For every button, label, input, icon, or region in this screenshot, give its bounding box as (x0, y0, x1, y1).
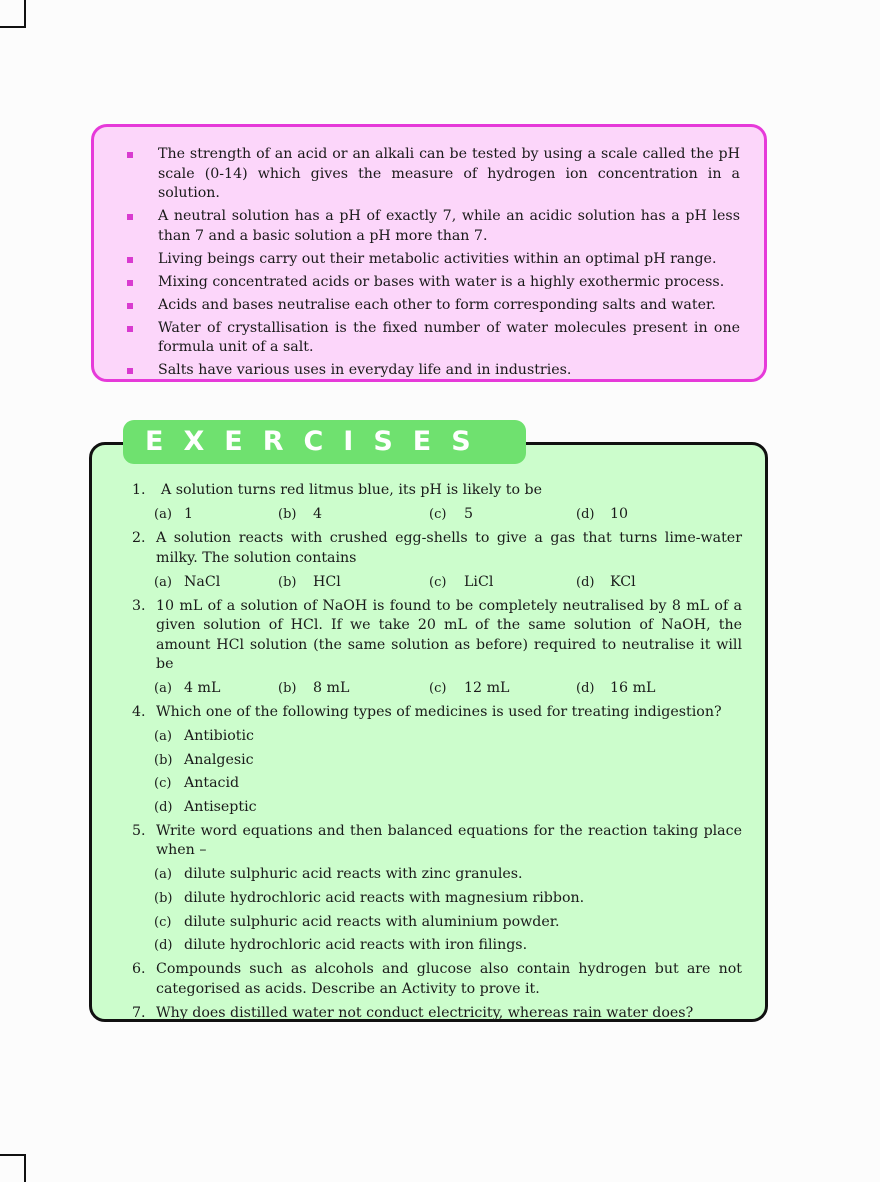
question-1 (132, 481, 742, 501)
option-b (278, 679, 349, 699)
option-label: (c) (429, 507, 447, 522)
square-bullet-icon (127, 257, 133, 263)
option-text: 12 mL (464, 680, 510, 696)
question-text: Compounds such as alcohols and glucose also contain hydrogen but are not categorised as acids. Describe an Activity to prove it. (156, 961, 742, 997)
summary-item (124, 273, 740, 293)
summary-item (124, 250, 740, 270)
summary-list (124, 145, 740, 381)
option-a (154, 505, 193, 525)
question-text: Why does distilled water not conduct electricity, whereas rain water does? (156, 1004, 694, 1021)
option-label: (b) (278, 681, 297, 696)
question-number: 5. (132, 822, 146, 839)
option-c (429, 573, 493, 593)
summary-item (124, 145, 740, 204)
option-text: HCl (313, 573, 341, 590)
option-a (154, 573, 220, 593)
question-number: 7. (132, 1004, 146, 1021)
option-a (132, 865, 742, 885)
option-label: (d) (576, 507, 595, 522)
option-b (278, 573, 341, 593)
option-b (132, 751, 742, 771)
question-text: A solution reacts with crushed egg-shells to give a gas that turns lime-water milky. The solution contains (156, 530, 742, 566)
option-label: (d) (154, 800, 173, 816)
summary-box (91, 124, 767, 382)
square-bullet-icon (127, 152, 133, 158)
option-label: (a) (154, 867, 172, 883)
exercises-heading: EXERCISES (123, 420, 526, 464)
question-number: 1. (132, 482, 146, 498)
option-d (132, 798, 742, 818)
option-text: 10 (610, 506, 629, 522)
option-text: dilute hydrochloric acid reacts with magnesium ribbon. (184, 889, 585, 906)
question-number: 6. (132, 961, 146, 977)
option-text: Analgesic (184, 751, 254, 768)
option-label: (c) (154, 914, 172, 930)
option-label: (a) (154, 574, 172, 590)
summary-item-text: The strength of an acid or an alkali can be tested by using a scale called the pH scale (0-14) which gives the measure of hydrogen ion concentration in a solution. (158, 146, 740, 201)
option-c (132, 913, 742, 933)
option-label: (a) (154, 507, 172, 522)
option-label: (c) (154, 776, 172, 792)
question-7 (132, 1004, 742, 1024)
summary-item-text: Acids and bases neutralise each other to form corresponding salts and water. (158, 296, 716, 313)
square-bullet-icon (127, 368, 133, 374)
option-d (132, 936, 742, 956)
question-5 (132, 822, 742, 861)
question-text: Write word equations and then balanced equations for the reaction taking place when – (156, 822, 742, 859)
option-label: (b) (154, 752, 173, 768)
option-label: (b) (278, 574, 297, 590)
option-d (576, 505, 628, 525)
square-bullet-icon (127, 326, 133, 332)
question-4 (132, 703, 742, 723)
option-text: 5 (464, 506, 474, 522)
option-text: 8 mL (313, 680, 350, 696)
question-1-options (154, 505, 742, 525)
summary-item-text: Living beings carry out their metabolic activities within an optimal pH range. (158, 250, 717, 267)
question-number: 3. (132, 597, 146, 614)
option-text: dilute hydrochloric acid reacts with iron filings. (184, 937, 528, 954)
question-text: 10 mL of a solution of NaOH is found to be completely neutralised by 8 mL of a given solution of HCl. If we take 20 mL of the same solution of NaOH, the amount HCl solution (the same solution as before) required to neutralise it will be (156, 597, 742, 672)
option-text: 4 (313, 506, 323, 522)
option-text: KCl (610, 573, 636, 590)
option-label: (c) (429, 574, 447, 590)
option-label: (a) (154, 681, 172, 696)
summary-item-text: A neutral solution has a pH of exactly 7, while an acidic solution has a pH less than 7 and a basic solution a pH more than 7. (158, 208, 740, 244)
summary-item-text: Mixing concentrated acids or bases with water is a highly exothermic process. (158, 273, 725, 290)
square-bullet-icon (127, 214, 133, 220)
question-text: A solution turns red litmus blue, its pH is likely to be (161, 482, 543, 498)
option-label: (d) (576, 681, 595, 696)
exercises-list (132, 481, 742, 1028)
option-label: (d) (154, 938, 173, 954)
option-c (429, 679, 509, 699)
option-text: 4 mL (184, 680, 221, 696)
option-c (132, 774, 742, 794)
option-text: 16 mL (610, 680, 656, 696)
summary-item-text: Water of crystallisation is the fixed number of water molecules present in one formula unit of a salt. (158, 319, 740, 355)
question-text: Which one of the following types of medicines is used for treating indigestion? (156, 704, 722, 720)
option-text: Antacid (184, 775, 240, 792)
option-label: (c) (429, 681, 447, 696)
crop-mark-bottom-left (0, 1154, 26, 1182)
option-label: (b) (278, 507, 297, 522)
option-b (132, 889, 742, 909)
summary-item (124, 296, 740, 316)
question-2-options (154, 573, 742, 593)
summary-item (124, 207, 740, 246)
summary-item-text: Salts have various uses in everyday life and in industries. (158, 362, 572, 378)
option-label: (d) (576, 574, 595, 590)
summary-item (124, 319, 740, 358)
square-bullet-icon (127, 280, 133, 286)
question-number: 2. (132, 530, 146, 546)
option-text: Antiseptic (184, 799, 257, 816)
square-bullet-icon (127, 303, 133, 309)
option-d (576, 679, 655, 699)
option-a (132, 727, 742, 747)
option-a (154, 679, 220, 699)
option-text: NaCl (184, 573, 221, 590)
option-text: LiCl (464, 573, 494, 590)
option-text: Antibiotic (184, 728, 254, 744)
option-d (576, 573, 636, 593)
summary-item (124, 361, 740, 381)
option-c (429, 505, 473, 525)
option-label: (b) (154, 890, 173, 906)
option-b (278, 505, 322, 525)
option-text: dilute sulphuric acid reacts with zinc granules. (184, 866, 523, 883)
question-2 (132, 529, 742, 568)
question-3 (132, 597, 742, 675)
crop-mark-top-left (0, 0, 26, 28)
question-number: 4. (132, 704, 146, 720)
option-label: (a) (154, 729, 172, 744)
question-3-options (154, 679, 742, 699)
option-text: 1 (184, 506, 194, 522)
option-text: dilute sulphuric acid reacts with aluminium powder. (184, 913, 560, 930)
question-6 (132, 960, 742, 999)
